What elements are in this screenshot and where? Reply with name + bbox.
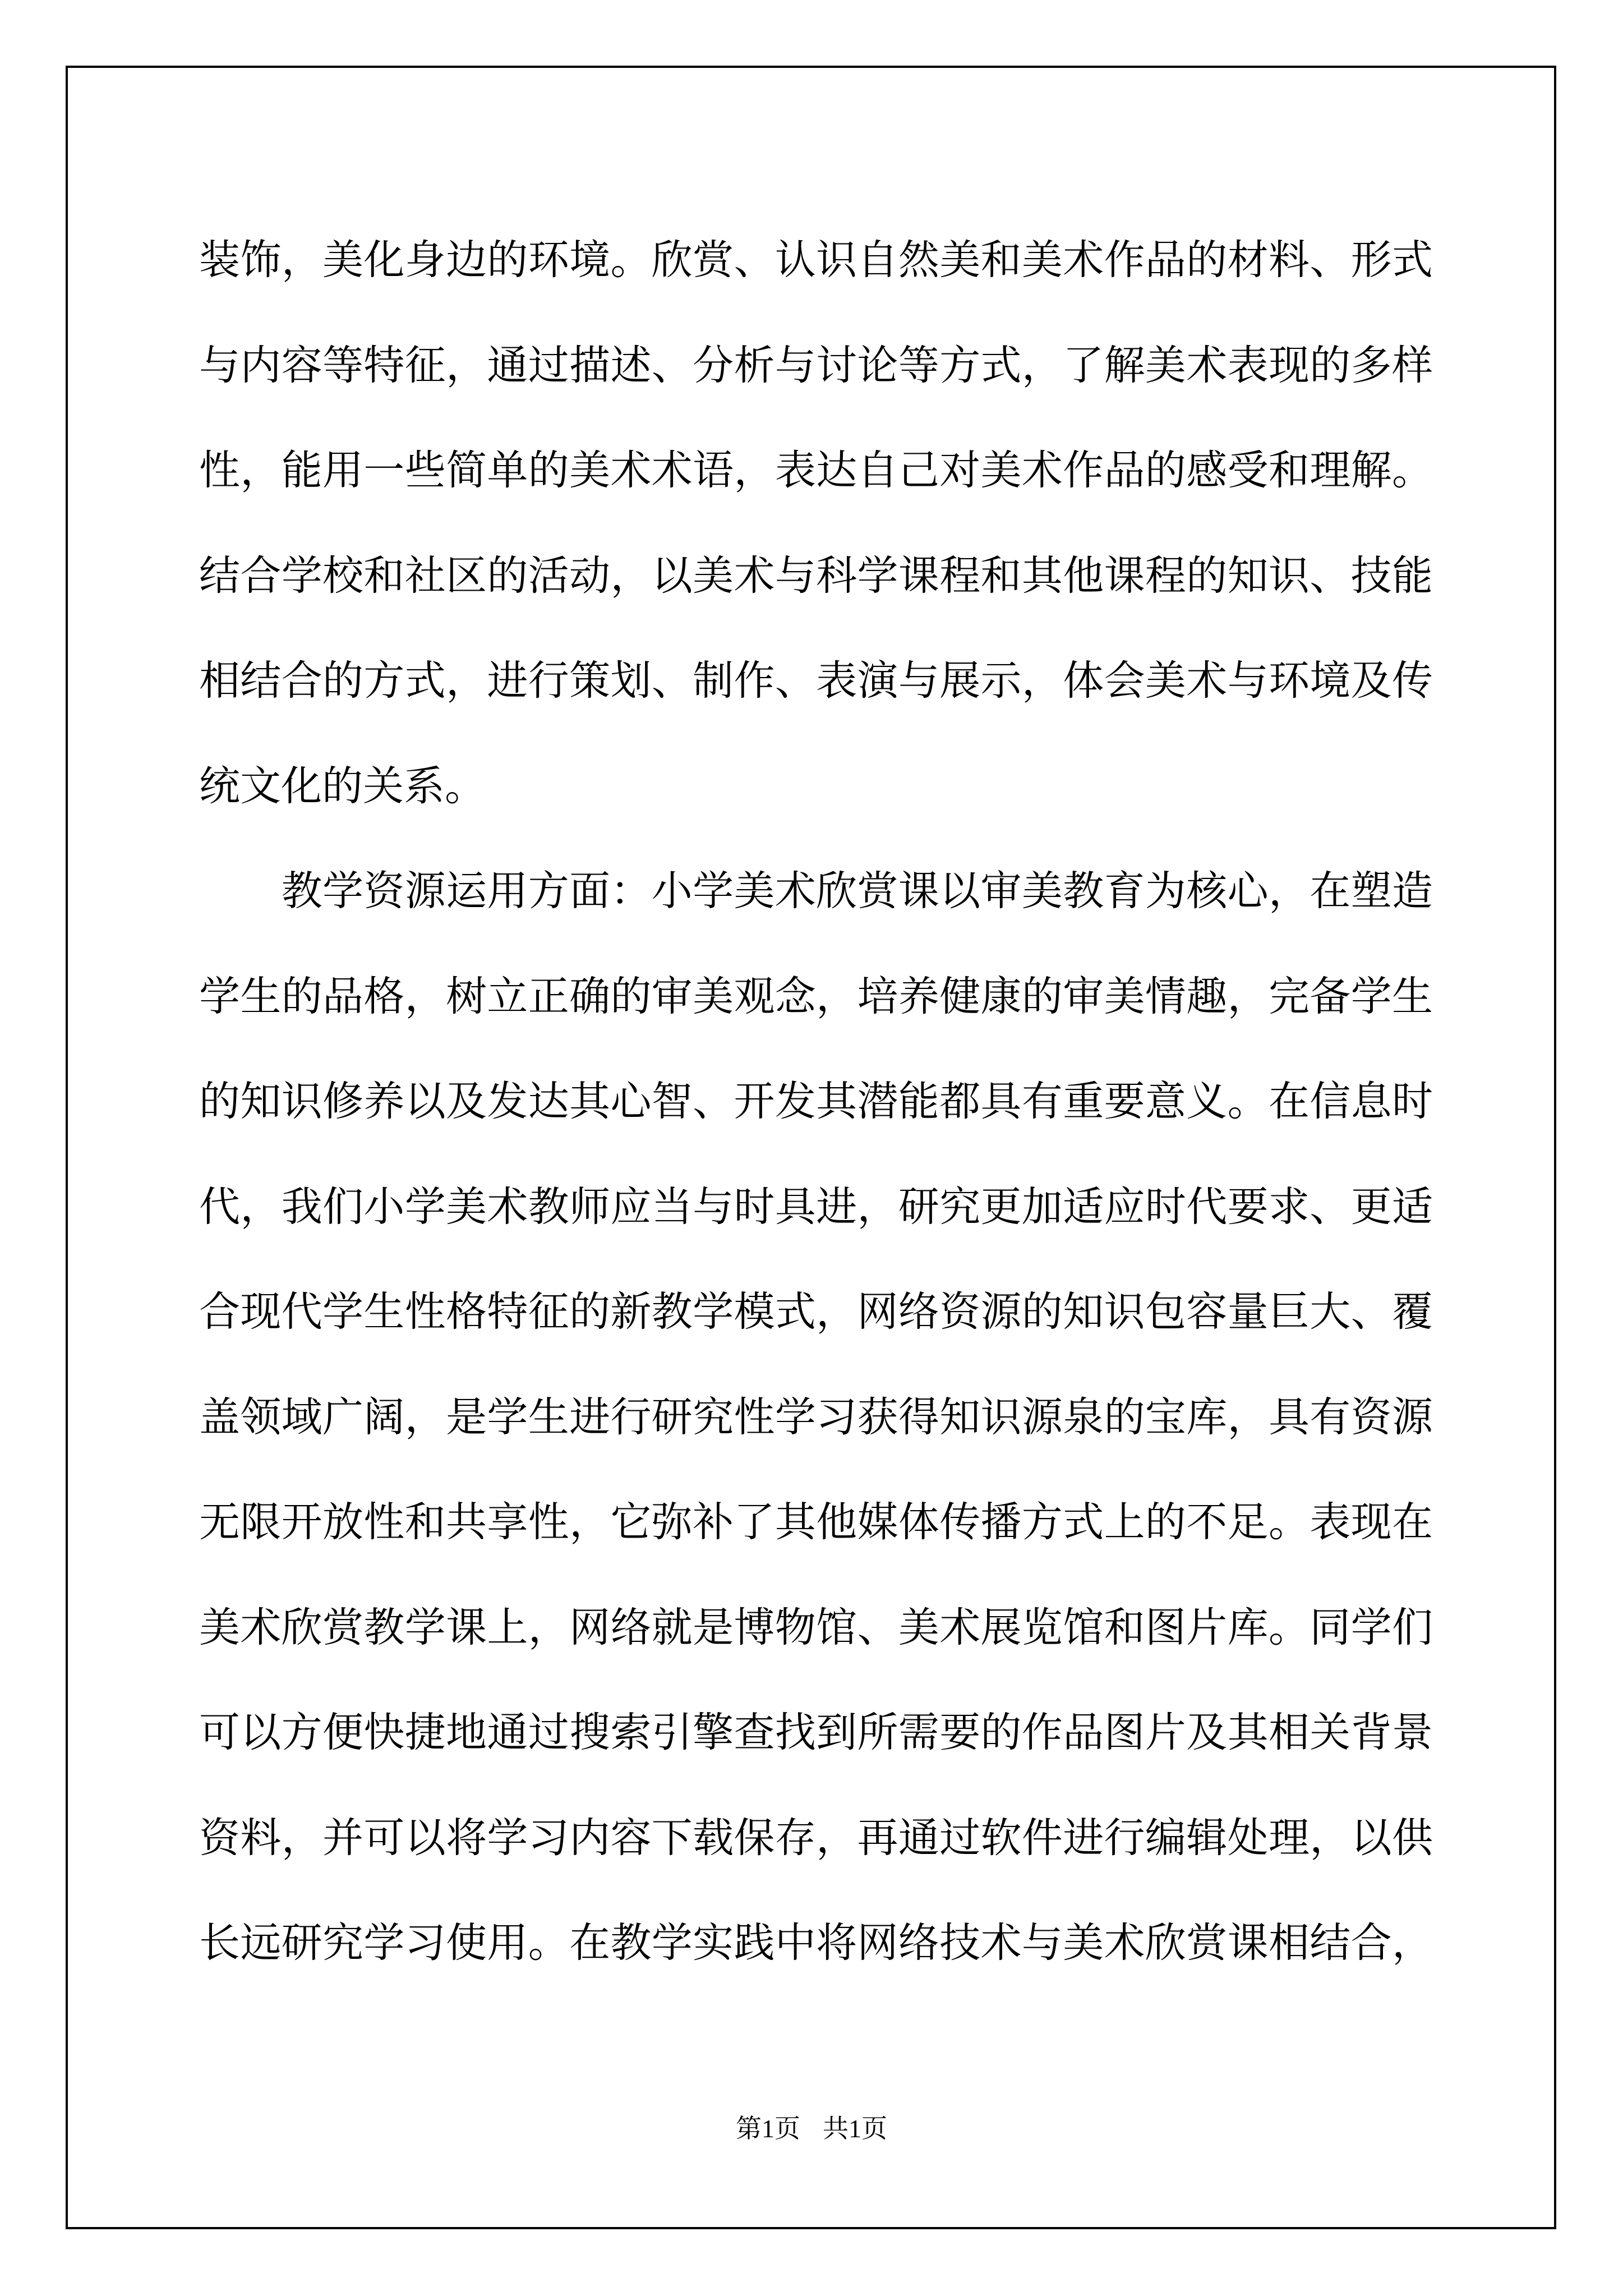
text-line: 统文化的关系。 [199, 762, 486, 810]
document-body [199, 208, 1433, 1996]
text-line: 性，能用一些简单的美术术语，表达自己对美术作品的感受和理解。 [199, 447, 1433, 494]
text-line: 可以方便快捷地通过搜索引擎查找到所需要的作品图片及其相关背景 [199, 1709, 1433, 1756]
page-total: 共1页 [823, 2114, 887, 2143]
text-line: 学生的品格，树立正确的审美观念，培养健康的审美情趣，完备学生 [199, 972, 1433, 1020]
text-line: 代，我们小学美术教师应当与时具进，研究更加适应时代要求、更适 [199, 1182, 1433, 1231]
text-line: 教学资源运用方面：小学美术欣赏课以审美教育为核心，在塑造 [199, 867, 1433, 915]
text-line: 相结合的方式，进行策划、制作、表演与展示，体会美术与环境及传 [199, 657, 1433, 705]
text-line: 长远研究学习使用。在教学实践中将网络技术与美术欣赏课相结合， [199, 1919, 1433, 1967]
page-footer [0, 2112, 1623, 2146]
text-line: 盖领域广阔，是学生进行研究性学习获得知识源泉的宝库，具有资源 [199, 1393, 1433, 1441]
page-number: 第1页 [736, 2114, 800, 2143]
text-line: 资料，并可以将学习内容下载保存，再通过软件进行编辑处理，以供 [199, 1814, 1433, 1862]
text-line: 合现代学生性格特征的新教学模式，网络资源的知识包容量巨大、覆 [199, 1288, 1433, 1336]
text-line: 美术欣赏教学课上，网络就是博物馆、美术展览馆和图片库。同学们 [199, 1603, 1433, 1651]
text-line: 装饰，美化身边的环境。欣赏、认识自然美和美术作品的材料、形式 [199, 236, 1433, 284]
text-line: 结合学校和社区的活动，以美术与科学课程和其他课程的知识、技能 [199, 551, 1433, 600]
text-line: 的知识修养以及发达其心智、开发其潜能都具有重要意义。在信息时 [199, 1078, 1433, 1125]
text-line: 无限开放性和共享性，它弥补了其他媒体传播方式上的不足。表现在 [199, 1498, 1433, 1546]
text-line: 与内容等特征，通过描述、分析与讨论等方式，了解美术表现的多样 [199, 341, 1433, 389]
